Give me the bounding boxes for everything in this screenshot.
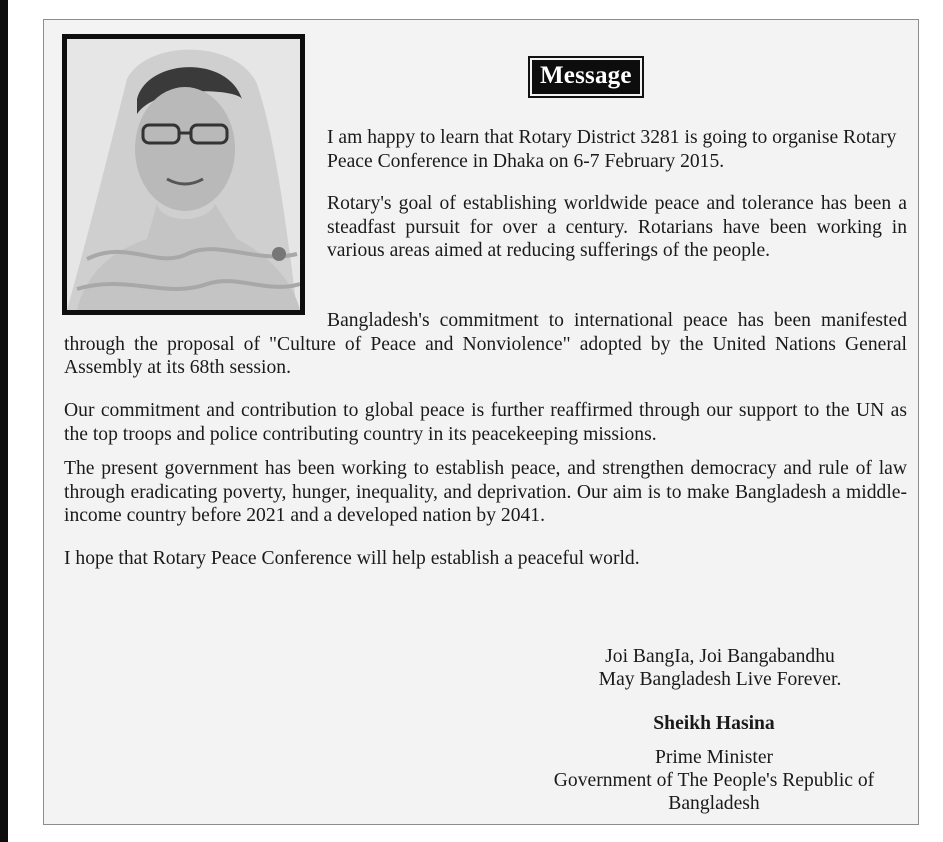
signatory-office-line-1: Government of The People's Republic of bbox=[553, 770, 875, 791]
signatory-office-line-2: Bangladesh bbox=[668, 793, 760, 814]
paragraph-4: Our commitment and contribution to global peace is further reaffirmed through our support to the UN as the top troops and police contributing country in its peacekeeping missions. bbox=[64, 400, 907, 445]
signatory-designation bbox=[514, 746, 914, 815]
closing-line-1: Joi BangIa, Joi Bangabandhu bbox=[605, 646, 835, 667]
paragraph-1: I am happy to learn that Rotary District 3281 is going to organise Rotary Peace Conference in Dhaka on 6-7 February 2015. bbox=[327, 127, 897, 172]
signatory-name-text: Sheikh Hasina bbox=[653, 713, 775, 734]
paragraph-5: The present government has been working to establish peace, and strengthen democracy and rule of law through eradicating poverty, hunger, inequality, and deprivation. Our aim is to make Bangladesh a middle-income country before 2021 and a developed nation by 2041. bbox=[64, 458, 907, 526]
message-heading-box bbox=[528, 56, 644, 98]
portrait-icon bbox=[67, 39, 300, 310]
paragraph-2: Rotary's goal of establishing worldwide peace and tolerance has been a steadfast pursuit for over a century. Rotarians have been working in various areas aimed at reducing sufferings of the people. bbox=[327, 193, 907, 261]
page-edge-bar bbox=[0, 0, 8, 842]
portrait-photo bbox=[62, 34, 305, 315]
signatory-name bbox=[514, 712, 914, 735]
signatory-title: Prime Minister bbox=[654, 747, 774, 768]
paragraph-6: I hope that Rotary Peace Conference will help establish a peaceful world. bbox=[64, 548, 640, 569]
closing-line-2: May Bangladesh Live Forever. bbox=[598, 669, 842, 690]
message-heading: Message bbox=[532, 60, 640, 94]
closing-slogan bbox=[520, 645, 920, 691]
paragraph-3: Bangladesh's commitment to international peace has been manifested through the proposal of "Culture of Peace and Nonviolence" adopted by the United Nations General Assembly at its 68th session. bbox=[64, 310, 907, 378]
